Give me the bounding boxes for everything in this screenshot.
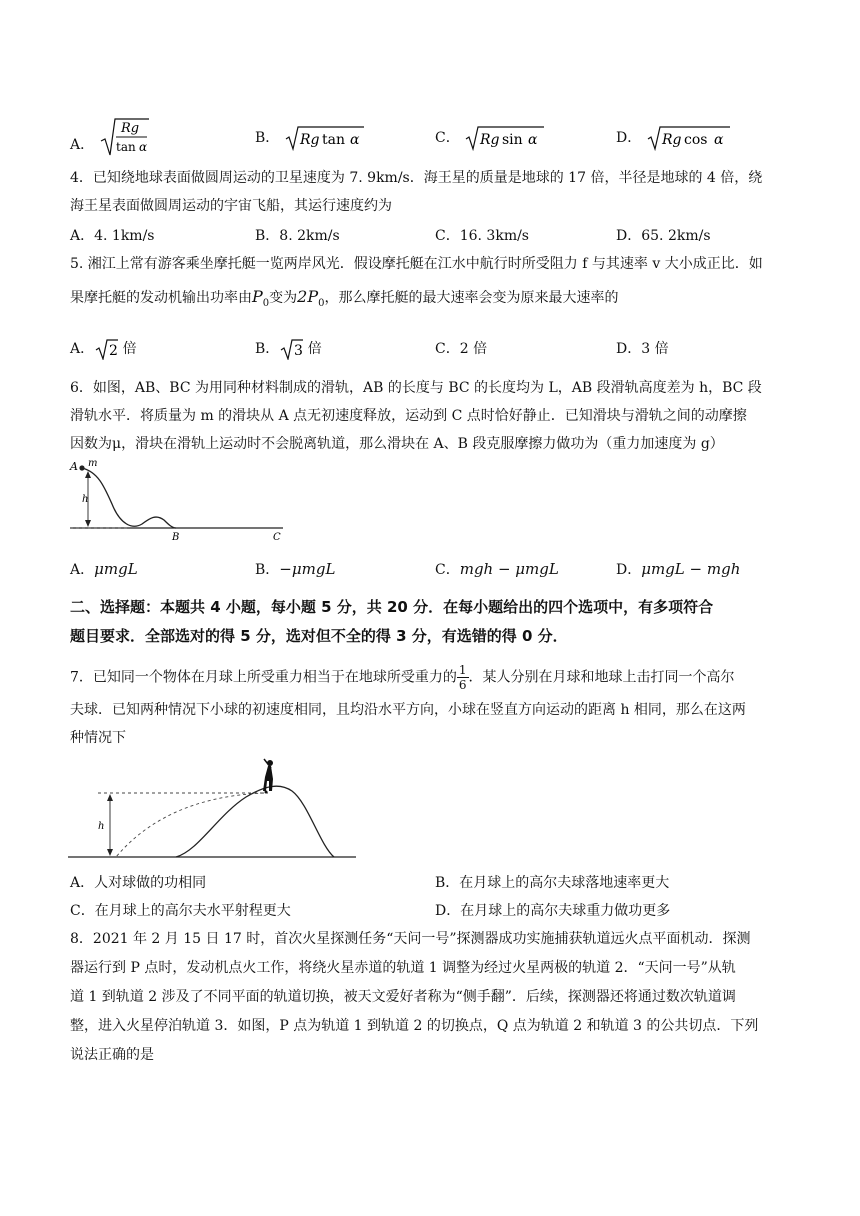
fraction-numerator: 1 xyxy=(458,663,467,677)
q4-option-b: B．8. 2km/s xyxy=(255,228,340,244)
svg-text:Rg: Rg xyxy=(480,132,500,148)
option-tail: 3 倍 xyxy=(641,341,669,357)
svg-text:α: α xyxy=(138,140,147,154)
height-arrow-top xyxy=(107,794,113,801)
option-letter: B． xyxy=(255,341,280,357)
fraction-denominator: 6 xyxy=(458,678,467,692)
slider-block xyxy=(79,465,84,470)
sqrt-3 xyxy=(279,338,303,360)
q5-line-2 xyxy=(70,287,800,314)
sqrt-rg-tan xyxy=(284,125,364,151)
q6-line-2: 滑轨水平．将质量为 m 的滑块从 A 点无初速度释放，运动到 C 点时恰好静止．已知滑块与滑轨之间的动摩擦 xyxy=(70,408,747,424)
q4-line-2: 海王星表面做圆周运动的宇宙飞船，其运行速度约为 xyxy=(70,198,392,214)
q5-options xyxy=(70,337,800,361)
height-arrow-bottom xyxy=(85,520,91,527)
q8-line-5: 说法正确的是 xyxy=(70,1047,154,1063)
option-letter: B． xyxy=(255,562,280,578)
p0-symbol: P xyxy=(252,287,263,306)
svg-text:tan: tan xyxy=(115,140,136,154)
q4-options xyxy=(70,224,800,248)
option-letter: C． xyxy=(435,130,460,146)
fraction-one-sixth xyxy=(457,663,469,692)
2p0-subscript: 0 xyxy=(318,297,325,309)
q6-option-b xyxy=(255,557,335,582)
q5-option-b xyxy=(255,337,322,361)
sqrt-2 xyxy=(94,338,118,360)
svg-text:α: α xyxy=(349,132,360,148)
q7-line-3: 种情况下 xyxy=(70,730,126,746)
q5-option-a xyxy=(70,337,137,361)
q7-line-1 xyxy=(70,663,800,693)
option-letter: A． xyxy=(70,137,95,153)
q7-options-row-1 xyxy=(70,871,800,895)
q4-option-a: A．4. 1km/s xyxy=(70,228,155,244)
q7-line-1-b: ．某人分别在月球和地球上击打同一个高尔 xyxy=(468,669,735,686)
q6-line-1: 6．如图，AB、BC 为用同种材料制成的滑轨，AB 的长度与 BC 的长度均为 L，AB 段滑轨高度差为 h，BC 段 xyxy=(70,380,762,396)
q8-line-1: 8．2021 年 2 月 15 日 17 时，首次火星探测任务“天问一号”探测器成功实施捕获轨道远火点平面机动．探测 xyxy=(70,931,751,947)
q8-line-3: 道 1 到轨道 2 涉及了不同平面的轨道切换，被天文爱好者称为“侧手翻”．后续，探测器还将通过数次轨道调 xyxy=(70,989,736,1005)
q6-slide-track-figure xyxy=(68,458,290,540)
q7-option-b: B．在月球上的高尔夫球落地速率更大 xyxy=(435,875,670,891)
option-letter: D． xyxy=(616,130,642,146)
svg-text:α: α xyxy=(528,132,538,148)
svg-text:Rg: Rg xyxy=(661,132,682,148)
option-expr: mgh − μmgL xyxy=(459,560,559,578)
svg-text:Rg: Rg xyxy=(299,132,320,148)
label-a: A xyxy=(70,460,78,473)
label-h: h xyxy=(82,494,89,505)
option-expr: μmgL − mgh xyxy=(641,560,741,578)
q4-option-c: C．16. 3km/s xyxy=(435,228,529,244)
q7-line-2: 夫球．已知两种情况下小球的初速度相同，且均沿水平方向，小球在竖直方向运动的距离 h 相同，那么在这两 xyxy=(70,702,746,718)
q6-option-a xyxy=(70,557,138,582)
option-letter: A． xyxy=(70,341,95,357)
option-letter: B． xyxy=(255,130,280,146)
q3-option-b xyxy=(255,125,364,151)
sqrt-rg-cos xyxy=(646,125,730,151)
option-tail: 2 倍 xyxy=(459,341,488,357)
section-2-heading-line-2: 题目要求．全部选对的得 5 分，选对但不全的得 3 分，有选错的得 0 分． xyxy=(70,627,568,645)
golfer-silhouette xyxy=(263,759,273,794)
sqrt-3-radicand: 3 xyxy=(294,343,304,359)
q6-option-c xyxy=(435,557,559,582)
2p0-symbol: 2P xyxy=(297,287,319,306)
option-expr: μmgL xyxy=(94,560,138,578)
q7-option-a: A．人对球做的功相同 xyxy=(70,875,207,891)
q3-option-c xyxy=(435,125,544,151)
q5-line-2-a: 果摩托艇的发动机输出功率由 xyxy=(70,290,252,306)
q5-option-d xyxy=(616,337,669,361)
option-letter: C． xyxy=(435,562,460,578)
sqrt-2-radicand: 2 xyxy=(109,343,119,359)
option-letter: D． xyxy=(616,341,642,357)
sqrt-fraction-rg-tan xyxy=(99,117,149,157)
q5-option-c xyxy=(435,337,487,361)
q7-golf-hill-figure xyxy=(68,755,358,863)
q8-line-2: 器运行到 P 点时，发动机点火工作，将绕火星赤道的轨道 1 调整为经过火星两极的轨道 2．“天问一号”从轨 xyxy=(70,960,736,976)
sqrt-rg-sin xyxy=(464,125,544,151)
q5-line-1: 5. 湘江上常有游客乘坐摩托艇一览两岸风光．假设摩托艇在江水中航行时所受阻力 f 与其速率 v 大小成正比．如 xyxy=(70,256,763,272)
q6-option-d xyxy=(616,557,740,582)
q5-line-2-c: ，那么摩托艇的最大速率会变为原来最大速率的 xyxy=(324,290,619,306)
svg-text:Rg: Rg xyxy=(120,121,139,136)
q7-options-row-2 xyxy=(70,899,800,923)
label-c: C xyxy=(273,532,281,540)
q3-options xyxy=(70,117,800,157)
q6-line-3: 因数为μ，滑块在滑轨上运动时不会脱离轨道，那么滑块在 A、B 段克服摩擦力做功为（重力加速度为 g） xyxy=(70,436,724,452)
q3-option-d xyxy=(616,125,730,151)
q3-option-a xyxy=(70,121,149,165)
svg-text:sin: sin xyxy=(502,132,523,148)
q7-line-1-a: 7．已知同一个物体在月球上所受重力相当于在地球所受重力的 xyxy=(70,669,457,686)
q6-options xyxy=(70,557,800,581)
ball-trajectory xyxy=(116,793,264,857)
height-arrow-bottom xyxy=(107,849,113,856)
label-m: m xyxy=(88,458,98,469)
option-letter: C． xyxy=(435,341,460,357)
svg-text:cos: cos xyxy=(683,132,708,148)
svg-text:α: α xyxy=(713,132,724,148)
q7-option-c: C．在月球上的高尔夫水平射程更大 xyxy=(70,903,291,919)
svg-text:tan: tan xyxy=(321,132,345,148)
p0-subscript: 0 xyxy=(262,297,270,309)
q5-line-2-b: 变为 xyxy=(269,290,298,306)
option-letter: D． xyxy=(616,562,642,578)
track-ab xyxy=(82,468,176,528)
q8-line-4: 整，进入火星停泊轨道 3．如图，P 点为轨道 1 到轨道 2 的切换点，Q 点为轨道 2 和轨道 3 的公共切点．下列 xyxy=(70,1018,759,1034)
label-h: h xyxy=(98,821,105,832)
option-expr: −μmgL xyxy=(279,560,336,578)
hill-outline xyxy=(176,786,334,857)
q4-line-1: 4．已知绕地球表面做圆周运动的卫星速度为 7. 9km/s．海王星的质量是地球的 17 倍，半径是地球的 4 倍，绕 xyxy=(70,170,763,186)
option-tail: 倍 xyxy=(303,341,322,357)
q4-option-d: D．65. 2km/s xyxy=(616,228,711,244)
option-letter: A． xyxy=(70,562,95,578)
q7-option-d: D．在月球上的高尔夫球重力做功更多 xyxy=(435,903,671,919)
label-b: B xyxy=(172,532,180,540)
option-tail: 倍 xyxy=(118,341,137,357)
section-2-heading-line-1: 二、选择题：本题共 4 小题，每小题 5 分，共 20 分．在每小题给出的四个选项中，有多项符合 xyxy=(70,598,714,616)
